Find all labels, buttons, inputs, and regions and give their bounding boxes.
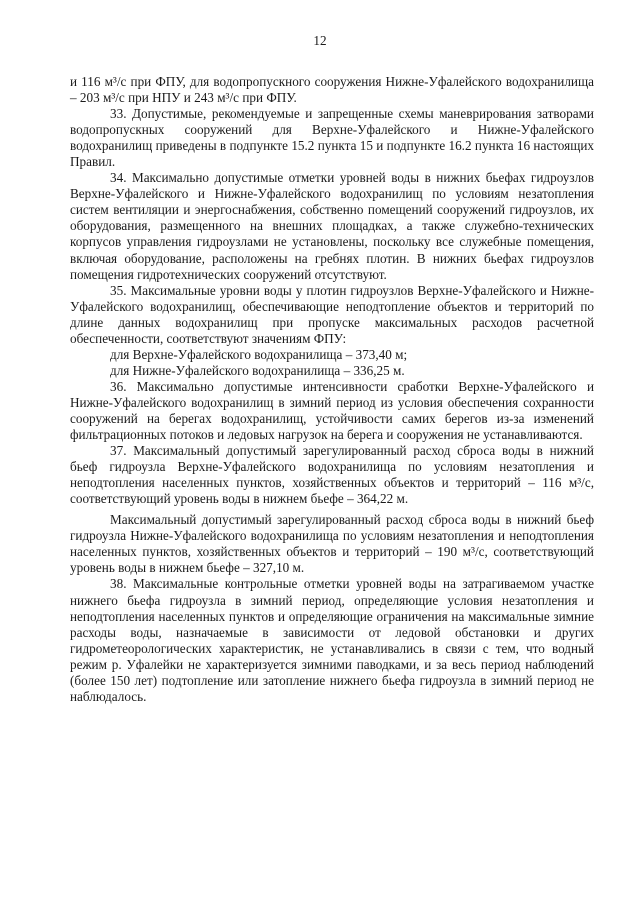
page-number: 12 (313, 33, 327, 48)
paragraph: 37. Максимальный допустимый зарегулированный расход сброса воды в нижний бьеф гидроузла Верхне-Уфалейского водохранилища по условиям незатопления и неподтопления населенных пунктов, хозяйственных объектов и территорий – 116 м³/с, соответствующий уровень воды в нижнем бьефе – 364,22 м. (70, 443, 594, 507)
paragraph: и 116 м³/с при ФПУ, для водопропускного сооружения Нижне-Уфалейского водохранилища – 203 м³/с при НПУ и 243 м³/с при ФПУ. (70, 74, 594, 106)
paragraph: 35. Максимальные уровни воды у плотин гидроузлов Верхне-Уфалейского и Нижне-Уфалейского водохранилищ, обеспечивающие неподтопление объектов и территорий по длине данных водохранилищ при пропуске максимальных расходов расчетной обеспеченности, соответствуют значениям ФПУ: (70, 282, 594, 346)
paragraph: 38. Максимальные контрольные отметки уровней воды на затрагиваемом участке нижнего бьефа гидроузла в зимний период, определяющие условия незатопления и неподтопления населенных пунктов и определяющие ограничения на максимальные зимние расходы воды, назначаемые в зависимости от ледовой обстановки и других гидрометеорологических характеристик, не устанавливались в связи с тем, что водный режим р. Уфалейки не характеризуется зимними паводками, и за весь период наблюдений (более 150 лет) подтопление или затопление нижнего бьефа гидроузла в зимний период не наблюдалось. (70, 576, 594, 704)
paragraph: для Нижне-Уфалейского водохранилища – 336,25 м. (110, 362, 405, 378)
paragraph: 34. Максимально допустимые отметки уровней воды в нижних бьефах гидроузлов Верхне-Уфалейского и Нижне-Уфалейского водохранилищ по условиям незатопления систем вентиляции и энергоснабжения, собственно помещений сооружений гидроузлов, их оборудования, размещенного на внешних площадках, а также служебно-технических корпусов управления гидроузлами не установлены, поскольку все служебные помещения, включая оборудование, расположены на гребнях плотин. В нижних бьефах гидроузлов помещения гидротехнических сооружений отсутствуют. (70, 170, 594, 282)
paragraph: 33. Допустимые, рекомендуемые и запрещенные схемы маневрирования затворами водопропускных сооружений для Верхне-Уфалейского и Нижне-Уфалейского водохранилищ приведены в подпункте 15.2 пункта 15 и подпункте 16.2 пункта 16 настоящих Правил. (70, 106, 594, 170)
paragraph: для Верхне-Уфалейского водохранилища – 373,40 м; (110, 346, 408, 362)
document-body (70, 74, 594, 705)
paragraph: 36. Максимально допустимые интенсивности сработки Верхне-Уфалейского и Нижне-Уфалейского водохранилищ в зимний период из условия обеспечения сохранности сооружений на берегах водохранилищ, устойчивости самих берегов из-за изменений фильтрационных потоков и ледовых нагрузок на берега и сооружения не устанавливаются. (70, 378, 594, 443)
paragraph: Максимальный допустимый зарегулированный расход сброса воды в нижний бьеф гидроузла Нижне-Уфалейского водохранилища по условиям незатопления и неподтопления населенных пунктов, хозяйственных объектов и территорий – 190 м³/с, соответствующий уровень воды в нижнем бьефе – 327,10 м. (70, 512, 594, 576)
